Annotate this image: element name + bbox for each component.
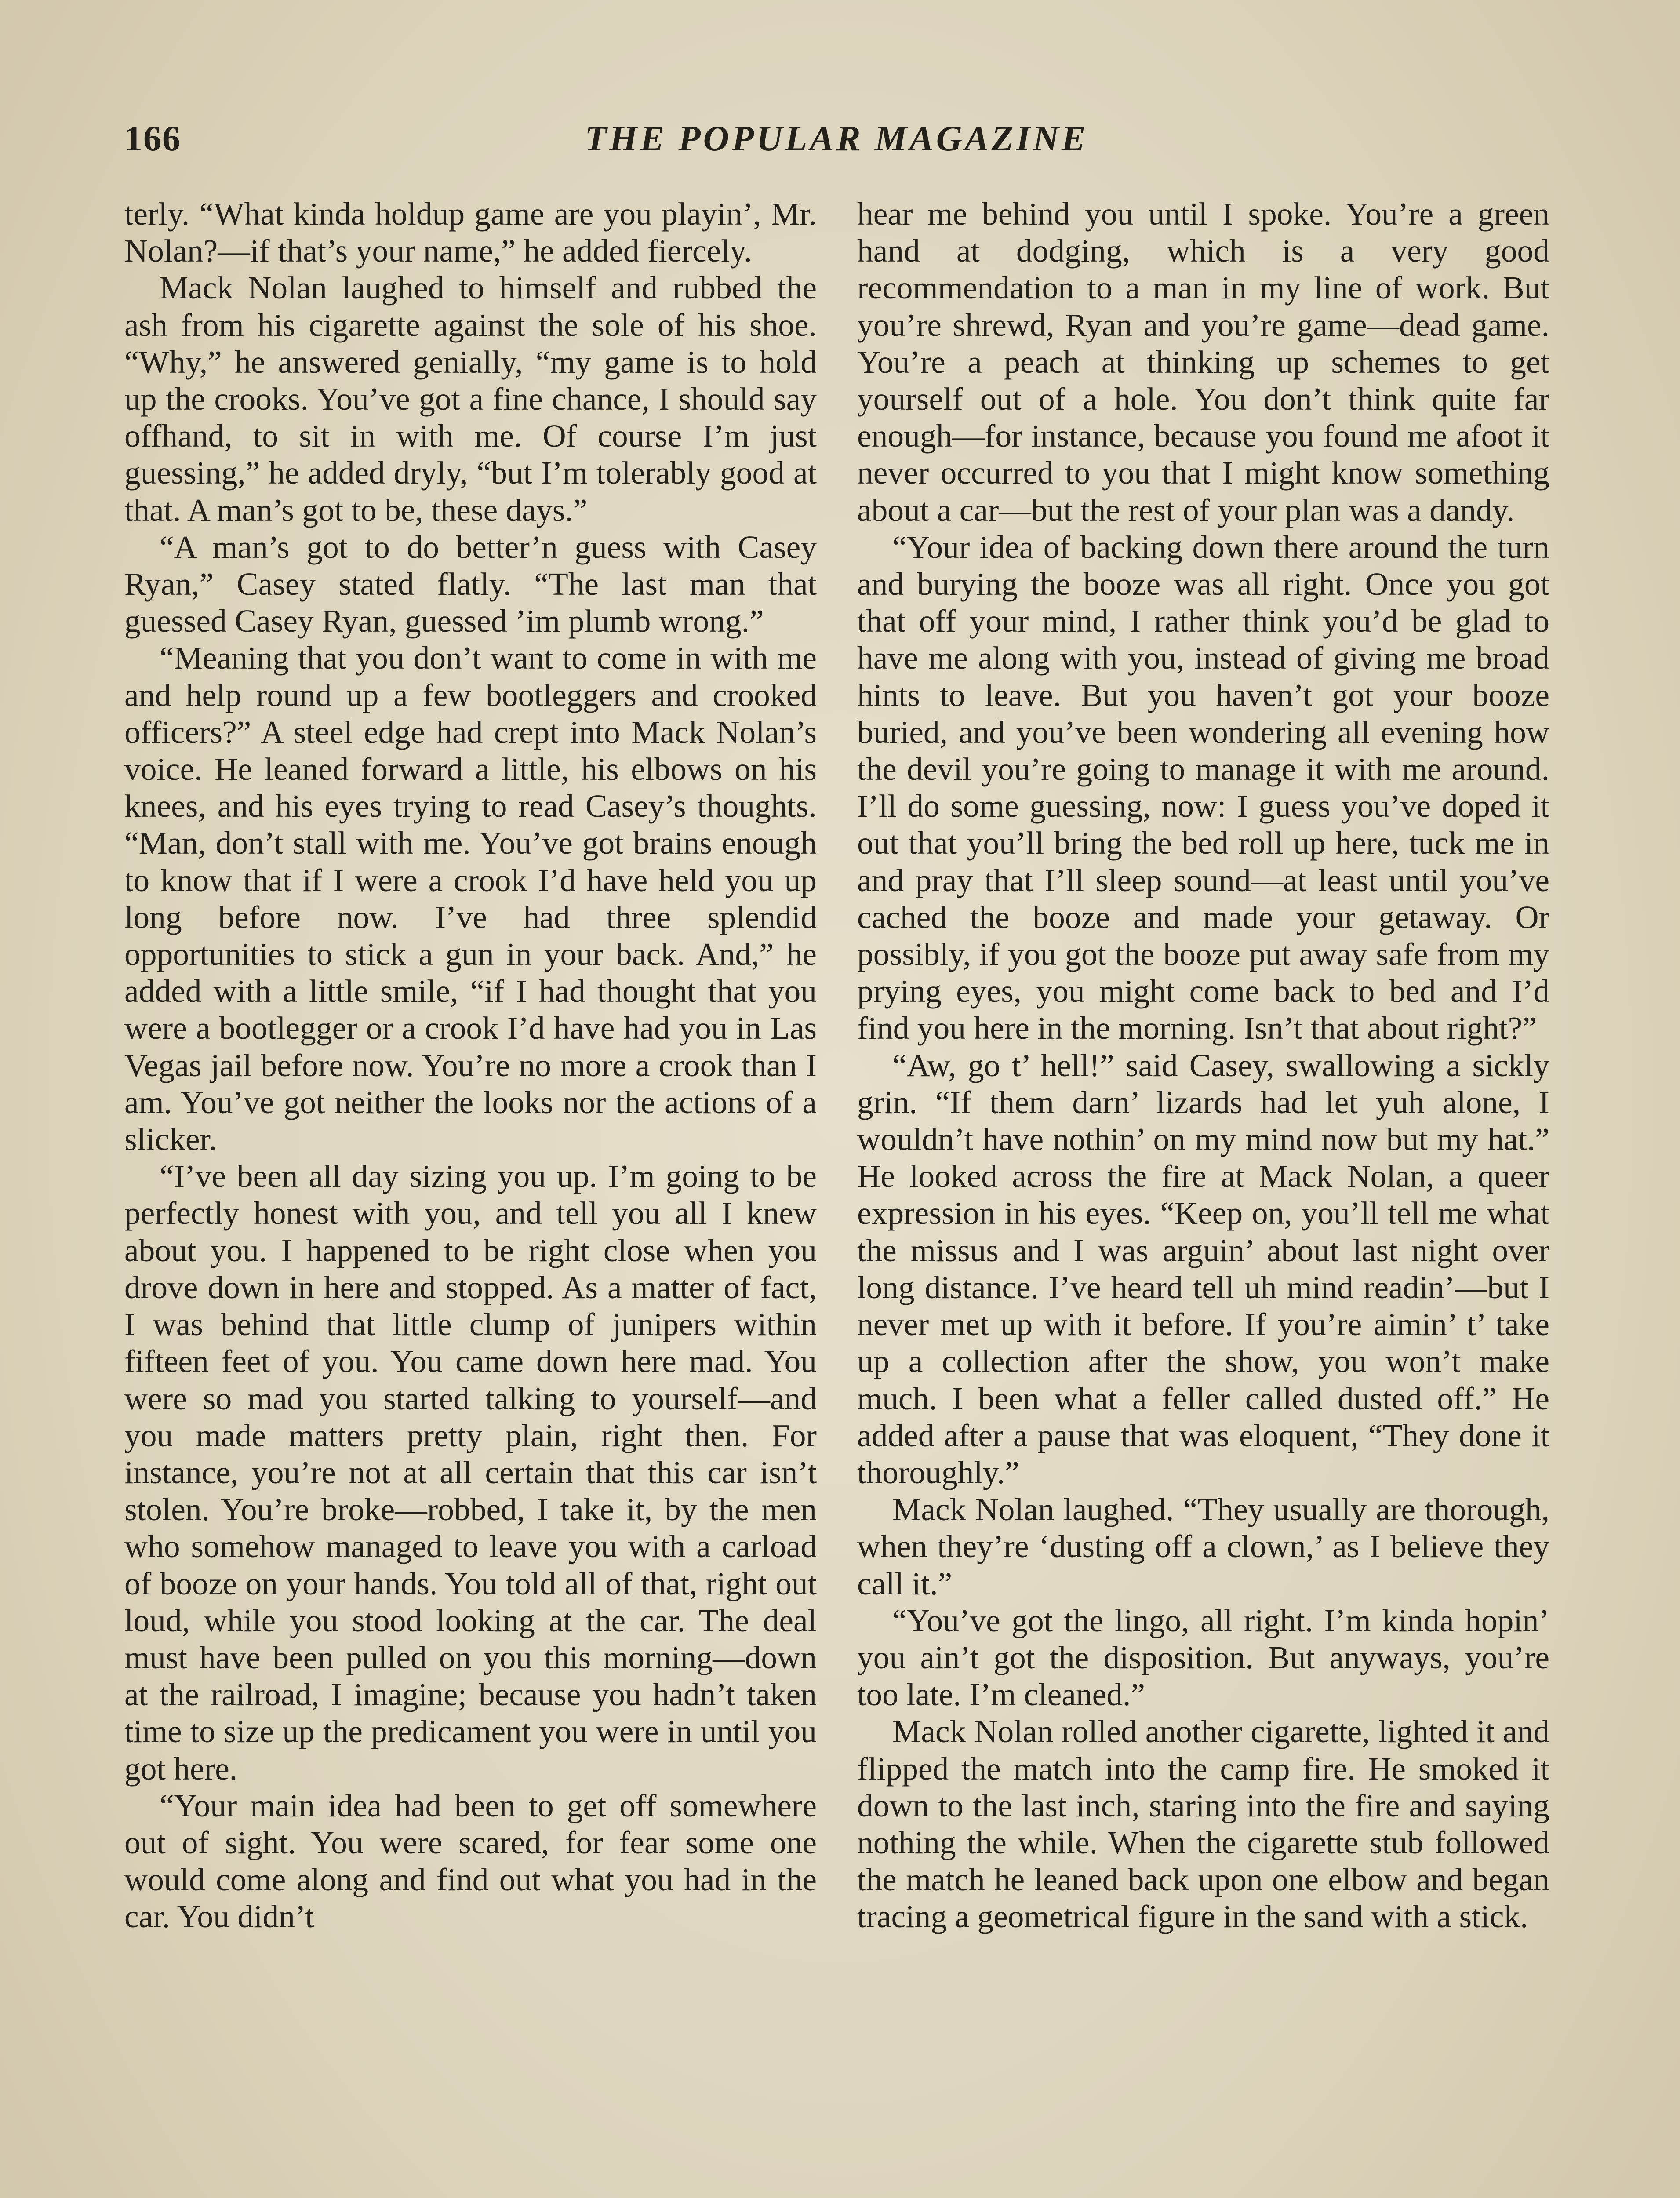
paragraph: “Your main idea had been to get off somewhere out of sight. You were scared, for fear some one would come along and find out what you had in the car. You didn’t	[124, 1787, 817, 1935]
paragraph: Mack Nolan rolled another cigarette, lighted it and flipped the match into the camp fire. He smoked it down to the last inch, staring into the fire and saying nothing the while. When the cigarette stub followed the match he leaned back upon one elbow and began tracing a geometrical figure in the sand with a stick.	[857, 1714, 1549, 1935]
paragraph: terly. “What kinda holdup game are you playin’, Mr. Nolan?—if that’s your name,” he added fiercely.	[124, 196, 817, 269]
paragraph: hear me behind you until I spoke. You’re a green hand at dodging, which is a very good recommendation to a man in my line of work. But you’re shrewd, Ryan and you’re game—dead game. You’re a peach at thinking up schemes to get yourself out of a hole. You don’t think quite far enough—for instance, because you found me afoot it never occurred to you that I might know something about a car—but the rest of your plan was a dandy.	[857, 196, 1549, 528]
paragraph: “Meaning that you don’t want to come in with me and help round up a few bootleggers and crooked officers?” A steel edge had crept into Mack Nolan’s voice. He leaned forward a little, his elbows on his knees, and his eyes trying to read Casey’s thoughts. “Man, don’t stall with me. You’ve got brains enough to know that if I were a crook I’d have held you up long before now. I’ve had three splendid opportunities to stick a gun in your back. And,” he added with a little smile, “if I had thought that you were a bootlegger or a crook I’d have had you in Las Vegas jail before now. You’re no more a crook than I am. You’ve got neither the looks nor the actions of a slicker.	[124, 640, 817, 1157]
right-column	[857, 196, 1549, 1936]
paragraph: “Your idea of backing down there around the turn and burying the booze was all right. Once you got that off your mind, I rather think you’d be glad to have me along with you, instead of giving me broad hints to leave. But you haven’t got your booze buried, and you’ve been wondering all evening how the devil you’re going to manage it with me around. I’ll do some guessing, now: I guess you’ve doped it out that you’ll bring the bed roll up here, tuck me in and pray that I’ll sleep sound—at least until you’ve cached the booze and made your getaway. Or possibly, if you got the booze put away safe from my prying eyes, you might come back to bed and I’d find you here in the morning. Isn’t that about right?”	[857, 529, 1549, 1046]
paragraph: “I’ve been all day sizing you up. I’m going to be perfectly honest with you, and tell you all I knew about you. I happened to be right close when you drove down in here and stopped. As a matter of fact, I was behind that little clump of junipers within fifteen feet of you. You came down here mad. You were so mad you started talking to yourself—and you made matters pretty plain, right then. For instance, you’re not at all certain that this car isn’t stolen. You’re broke—robbed, I take it, by the men who somehow managed to leave you with a carload of booze on your hands. You told all of that, right out loud, while you stood looking at the car. The deal must have been pulled on you this morning—down at the railroad, I imagine; because you hadn’t taken time to size up the predicament you were in until you got here.	[124, 1158, 817, 1787]
paragraph: “Aw, go t’ hell!” said Casey, swallowing a sickly grin. “If them darn’ lizards had let yuh alone, I wouldn’t have nothin’ on my mind now but my hat.” He looked across the fire at Mack Nolan, a queer expression in his eyes. “Keep on, you’ll tell me what the missus and I was arguin’ about last night over long distance. I’ve heard tell uh mind readin’—but I never met up with it before. If you’re aimin’ t’ take up a collection after the show, you won’t make much. I been what a feller called dusted off.” He added after a pause that was eloquent, “They done it thoroughly.”	[857, 1047, 1549, 1490]
page-number: 166	[124, 118, 181, 158]
magazine-title: THE POPULAR MAGAZINE	[585, 118, 1088, 158]
paragraph: Mack Nolan laughed to himself and rubbed the ash from his cigarette against the sole of his shoe. “Why,” he answered genially, “my game is to hold up the crooks. You’ve got a fine chance, I should say offhand, to sit in with me. Of course I’m just guessing,” he added dryly, “but I’m tolerably good at that. A man’s got to be, these days.”	[124, 270, 817, 528]
paragraph: “You’ve got the lingo, all right. I’m kinda hopin’ you ain’t got the disposition. But anyways, you’re too late. I’m cleaned.”	[857, 1602, 1549, 1713]
paragraph: Mack Nolan laughed. “They usually are thorough, when they’re ‘dusting off a clown,’ as I believe they call it.”	[857, 1492, 1549, 1601]
page-header	[124, 118, 1549, 166]
left-column	[124, 196, 817, 1936]
paragraph: “A man’s got to do better’n guess with Casey Ryan,” Casey stated flatly. “The last man that guessed Casey Ryan, guessed ’im plumb wrong.”	[124, 529, 817, 639]
